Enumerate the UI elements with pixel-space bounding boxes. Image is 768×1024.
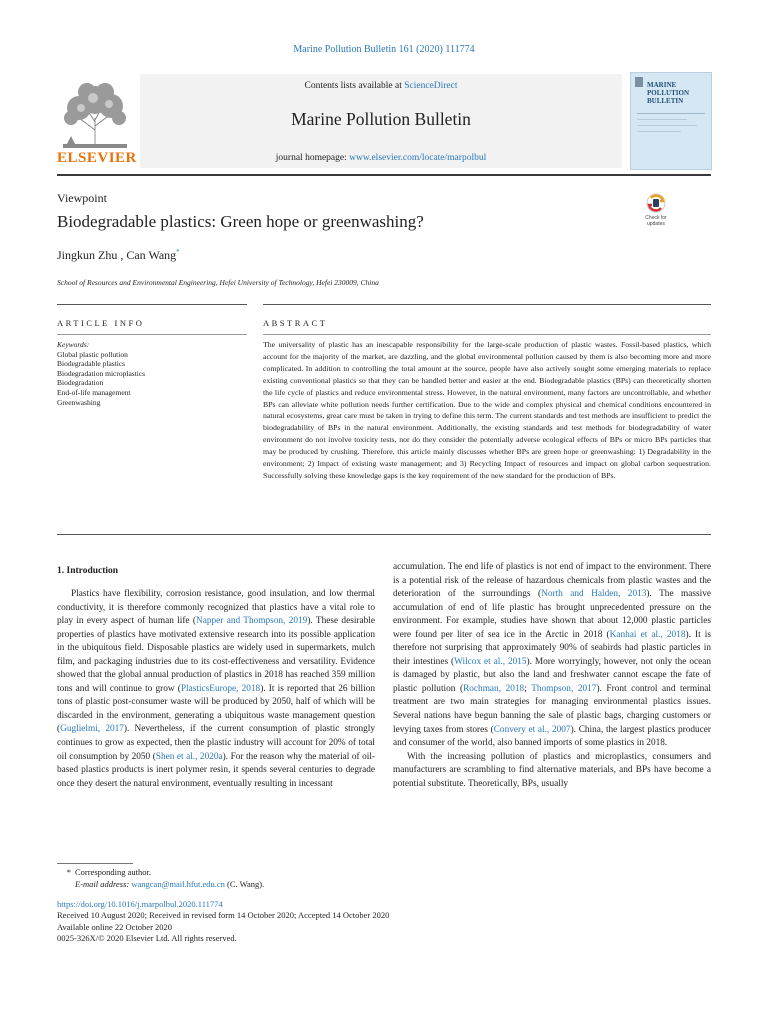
body-column-right: [393, 561, 711, 791]
author-affiliation: School of Resources and Environmental Engineering, Hefei University of Technology, Hefei 230009, China: [57, 278, 379, 287]
header-divider: [57, 174, 711, 176]
received-dates: Received 10 August 2020; Received in revised form 14 October 2020; Accepted 14 October 2020: [57, 910, 390, 921]
keyword-item: Global plastic pollution: [57, 349, 128, 359]
email-suffix: (C. Wang).: [224, 879, 265, 890]
keyword-item: Greenwashing: [57, 397, 101, 407]
abstract-bottom-rule: [57, 534, 711, 535]
citation-link[interactable]: Napper and Thompson, 2019: [196, 616, 308, 627]
svg-text:Check for: Check for: [645, 215, 667, 221]
footnote-rule: [57, 863, 133, 864]
check-for-updates-icon: [636, 190, 676, 230]
citation-link[interactable]: Shen et al., 2020a: [155, 751, 223, 762]
body-text: ). For the reason why the material of oil-based plastics products is inert polymer resin, it spends several centuries to degrade once they desert the natural environment, eventually resulting in incessant: [57, 751, 376, 789]
body-text: accumulation. The end life of plastics is not end of impact to the environment. There is a potential risk of the release of hazardous chemicals from plastic wastes and the deterioration of the surroundings (: [393, 562, 711, 600]
body-text: ). Front control and terminal treatment are two main strategies for managing environmental plastics issues. Several nations have begun banning the sale of plastic bags, charging customers or levying taxes from stores (: [393, 683, 712, 735]
abstract-heading: ABSTRACT: [263, 318, 328, 328]
keywords-block: [57, 340, 247, 407]
body-paragraph: [393, 561, 711, 751]
body-text: With the increasing pollution of plastics and microplastics, consumers and manufacturers are scrambling to find alternative materials, and BPs have become a potential substitute. Theoretically, BPs, usually: [393, 751, 711, 789]
svg-text:POLLUTION: POLLUTION: [647, 89, 690, 97]
keyword-item: End-of-life management: [57, 387, 131, 397]
keyword-item: Biodegradable plastics: [57, 359, 126, 369]
keywords-label: Keywords:: [57, 340, 90, 349]
journal-reference[interactable]: Marine Pollution Bulletin 161 (2020) 111774: [293, 44, 475, 55]
body-text: ). It is reported that 26 billion tons of plastic post-consumer waste will be produced by 2050, half of which will be discarded in the environment, generating a ubiquitous waste management question (: [57, 683, 376, 735]
contents-line: [140, 81, 622, 91]
abstract-text: The universality of plastic has an inescapable responsibility for the large-scale production of plastic wastes. Fossil-based plastics, which account for the majority of the market, are dazzling, and the global environmental pollution caused by them is also becoming more and more complicated. In addition to controlling the total amount at the source, people have also actively sought some emerging materials to replace existing conventional plastics so that they can be handled better and easier at the end. Biodegradable plastics (BPs) can theoretically shorten the life cycle of plastics and reduce environmental stress. However, in the natural environment, many factors are uncontrollable, and whether BPs can alleviate white pollution needs further certification. Due to the wide and complex physical and chemical conditions encountered in natural ecosystems, great care must be taken in trying to define this term. The current standards and test methods are insufficient to predict the biodegradability of BPs in the natural environment. Additionally, the existing standards and test methods for biodegradability of water environment do not involve toxicity tests, nor do they consider the potentially adverse ecological effects of BPs or micro BPs particles that may be produced by crushing. Therefore, this article mainly discusses whether BPs are green hope or greenwashing: 1) Degradability in the environment; 2) Impact of existing waste management; and 3) Recycling Impact of resources and impact on global carbon sequestration. Successfully solving these knowledge gaps is the key requirement of the new standard for the production of BPs.: [263, 340, 711, 480]
homepage-link[interactable]: www.elsevier.com/locate/marpolbul: [349, 153, 487, 163]
citation-link[interactable]: Wilcox et al., 2015: [454, 656, 527, 667]
authors-text: Jingkun Zhu , Can Wang: [57, 248, 177, 262]
doi-block: [57, 899, 389, 945]
svg-text:updates: updates: [647, 221, 665, 227]
keyword-item: Biodegradation microplastics: [57, 368, 146, 378]
body-text: ;: [524, 683, 532, 694]
body-text: ). It is therefore not surprising that approximately 90% of seabirds had plastic particles in their intestines (: [393, 629, 711, 667]
citation-link[interactable]: Thompson, 2017: [531, 683, 597, 694]
email-label: E-mail address:: [75, 879, 130, 890]
body-text: ). More worryingly, however, not only the ocean is damaged by plastic, but also the land and freshwater cannot escape the fate of plastic pollution (: [393, 656, 712, 694]
footnote-corresponding: Corresponding author.: [75, 867, 152, 877]
citation-link[interactable]: Guglielmi, 2017: [60, 724, 124, 735]
citation-link[interactable]: Convery et al., 2007: [493, 724, 571, 735]
citation-link[interactable]: Kanhai et al., 2018: [609, 629, 686, 640]
body-text: Plastics have flexibility, corrosion resistance, good insulation, and low thermal conductivity, it is therefore commonly recognized that plastics have a vital role to play in every aspect of human life (: [57, 589, 375, 627]
svg-text:BULLETIN: BULLETIN: [647, 97, 684, 105]
body-text: ). The massive accumulation of end of life plastic has brought unprecedented pressure on the environment. For example, studies have shown that about 12,000 plastic particles were found per liter of sea ice in the Arctic in 2018 (: [393, 589, 711, 640]
contents-prefix: Contents lists available at: [304, 81, 405, 91]
doi-link[interactable]: https://doi.org/10.1016/j.marpolbul.2020.111774: [57, 899, 223, 909]
available-online: Available online 22 October 2020: [57, 921, 173, 932]
article-title: Biodegradable plastics: Green hope or greenwashing?: [57, 212, 424, 231]
article-type: Viewpoint: [57, 191, 107, 205]
body-paragraph: [57, 588, 375, 791]
journal-name: Marine Pollution Bulletin: [291, 109, 471, 129]
email-link[interactable]: wangcan@mail.hfut.edu.cn: [131, 879, 225, 890]
abstract-subrule: [263, 334, 711, 335]
article-info-subrule: [57, 334, 247, 335]
article-info-heading: ARTICLE INFO: [57, 318, 145, 328]
homepage-prefix: journal homepage:: [275, 153, 350, 163]
body-paragraph: [393, 751, 711, 792]
keyword-item: Biodegradation: [57, 378, 104, 388]
section-heading-introduction: 1. Introduction: [57, 566, 119, 576]
article-info-rule: [57, 304, 247, 305]
citation-link[interactable]: Rochman, 2018: [463, 683, 525, 694]
citation-link[interactable]: PlasticsEurope, 2018: [180, 683, 261, 694]
svg-text:MARINE: MARINE: [647, 81, 677, 89]
copyright: 0025-326X/© 2020 Elsevier Ltd. All rights reserved.: [57, 933, 237, 944]
body-column-left: [57, 588, 375, 791]
corresponding-author-mark[interactable]: *: [176, 248, 180, 256]
journal-cover-thumbnail: [630, 72, 712, 170]
body-text: ). China, the largest plastics producer and consumer of the world, also banned imports of some plastics in 2018.: [393, 724, 711, 749]
body-text: ). These desirable properties of plastics have motivated extensive research into its possible application in the ubiquitous field. Disposable plastics are widely used in supermarkets, mulch film, and packaging industries due to its cost-effectiveness and versatility. Evidence showed that the global annual production of plastics in 2018 has reached 359 million tons and will continue to grow (: [57, 616, 375, 694]
footnote: [57, 866, 264, 890]
elsevier-wordmark: ELSEVIER: [57, 150, 137, 166]
body-text: ). Nevertheless, if the current consumption of plastic strongly continues to grow as expected, then the plastic industry will account for 20% of total oil consumption by 2050 (: [57, 724, 376, 762]
citation-link[interactable]: North and Halden, 2013: [541, 589, 647, 600]
sciencedirect-link[interactable]: ScienceDirect: [404, 81, 458, 91]
author-list: [57, 248, 180, 263]
abstract-rule: [263, 304, 711, 305]
footnote-star: *: [66, 867, 71, 877]
check-for-updates-badge[interactable]: [636, 190, 676, 230]
homepage-line: [140, 153, 622, 163]
